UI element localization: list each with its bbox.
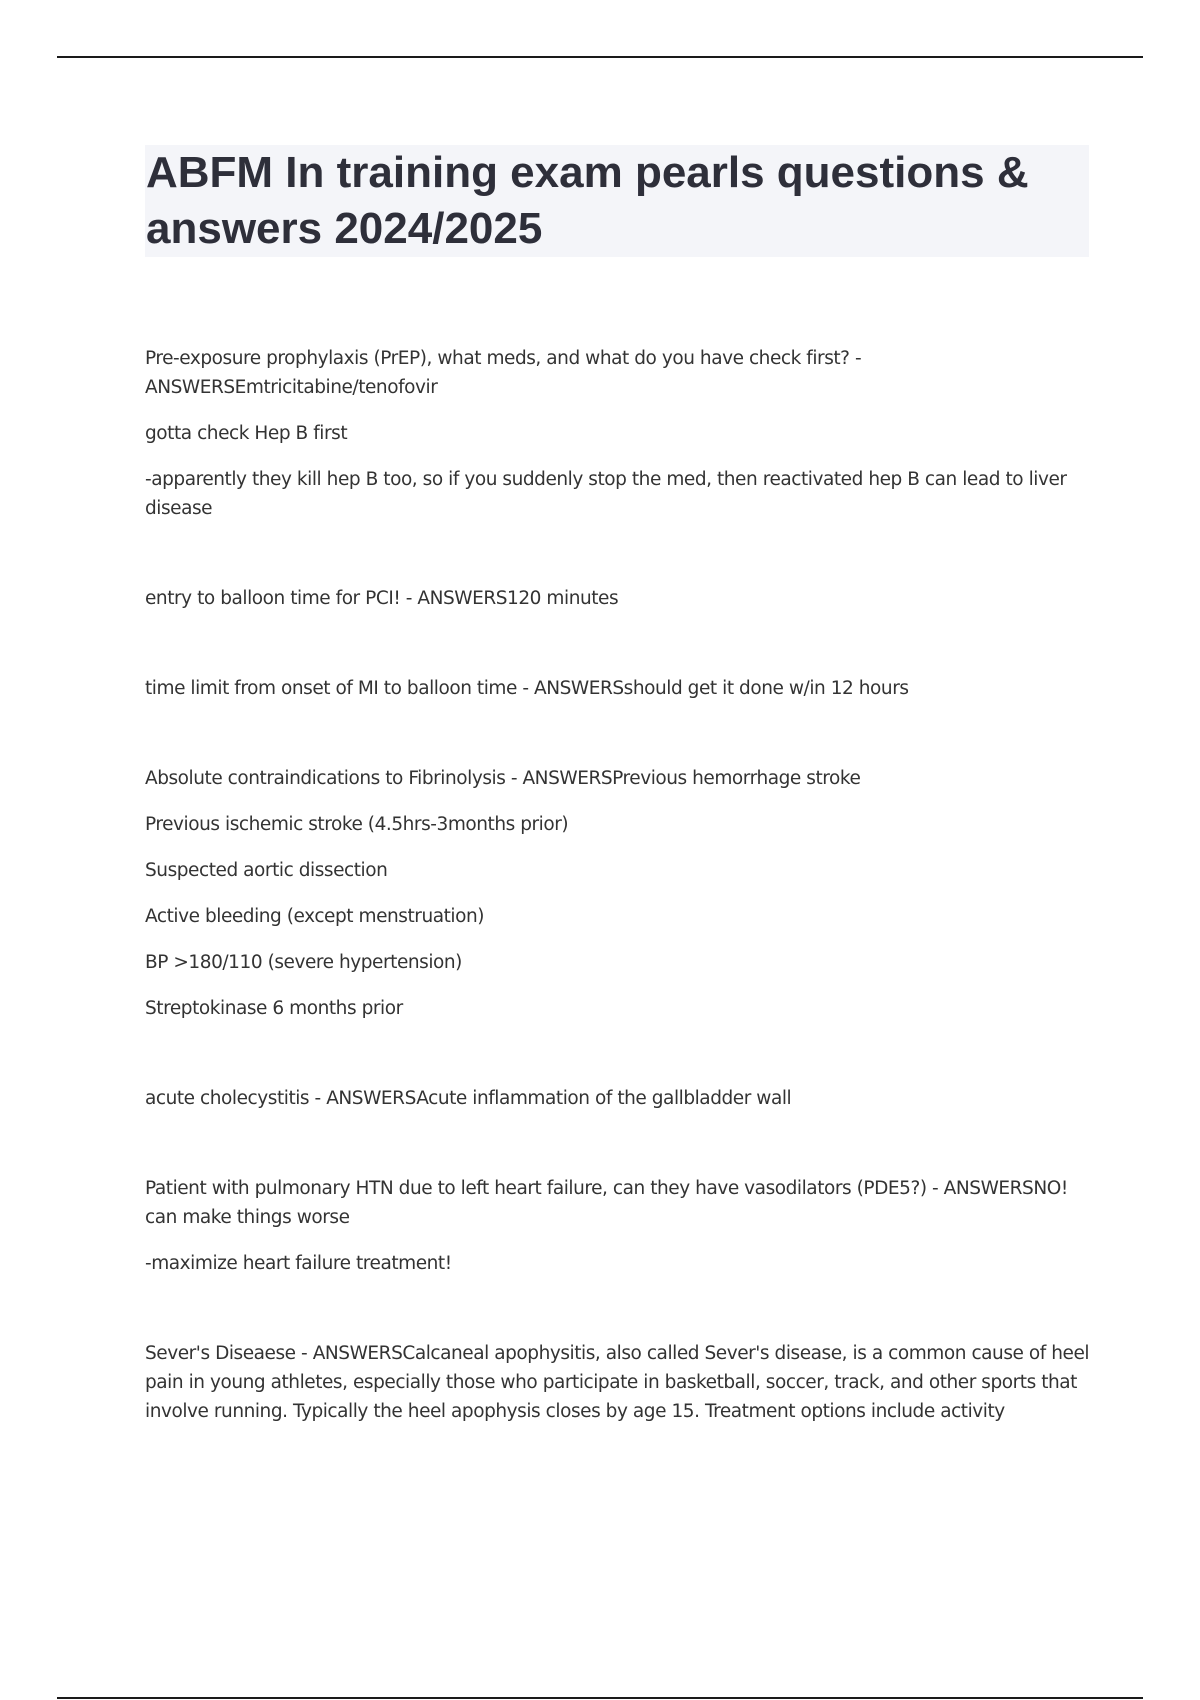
qa-entry-severs-disease <box>145 1339 1090 1426</box>
qa-entry-mi-time-limit <box>145 674 1090 703</box>
page-title: ABFM In training exam pearls questions & answers 2024/2025 <box>146 148 1029 253</box>
qa-answer-line: Active bleeding (except menstruation) <box>145 906 485 927</box>
qa-entry-pulmonary-htn <box>145 1174 1090 1278</box>
qa-question-answer: Sever's Diseaese - ANSWERSCalcaneal apophysitis, also called Sever's disease, is a common cause of heel pain in young athletes, especially those who participate in basketball, soccer, track, and other sports that involve running. Typically the heel apophysis closes by age 15. Treatment options include activity <box>145 1343 1090 1422</box>
qa-answer-line: -maximize heart failure treatment! <box>145 1253 452 1274</box>
qa-entry-door-to-balloon <box>145 584 1090 613</box>
qa-question-answer: Absolute contraindications to Fibrinolysis - ANSWERSPrevious hemorrhage stroke <box>145 768 861 789</box>
top-divider <box>57 56 1143 58</box>
qa-answer-line: -apparently they kill hep B too, so if you suddenly stop the med, then reactivated hep B can lead to liver disease <box>145 469 1067 519</box>
qa-question-answer: Patient with pulmonary HTN due to left heart failure, can they have vasodilators (PDE5?) - ANSWERSNO! can make things worse <box>145 1178 1068 1228</box>
bottom-divider <box>57 1697 1143 1699</box>
qa-entry-prep <box>145 344 1090 523</box>
qa-question-answer: acute cholecystitis - ANSWERSAcute inflammation of the gallbladder wall <box>145 1088 792 1109</box>
qa-answer-line: Previous ischemic stroke (4.5hrs-3months prior) <box>145 814 569 835</box>
qa-answer-line: BP >180/110 (severe hypertension) <box>145 952 462 973</box>
qa-question-answer: Pre-exposure prophylaxis (PrEP), what meds, and what do you have check first? - ANSWERSEmtricitabine/tenofovir <box>145 348 862 398</box>
qa-question-answer: time limit from onset of MI to balloon time - ANSWERSshould get it done w/in 12 hours <box>145 678 909 699</box>
document-body <box>145 344 1090 1426</box>
qa-entry-cholecystitis <box>145 1084 1090 1113</box>
qa-answer-line: Streptokinase 6 months prior <box>145 998 403 1019</box>
qa-question-answer: entry to balloon time for PCI! - ANSWERS120 minutes <box>145 588 619 609</box>
qa-answer-line: Suspected aortic dissection <box>145 860 388 881</box>
qa-entry-fibrinolysis <box>145 764 1090 1023</box>
qa-answer-line: gotta check Hep B first <box>145 423 348 444</box>
